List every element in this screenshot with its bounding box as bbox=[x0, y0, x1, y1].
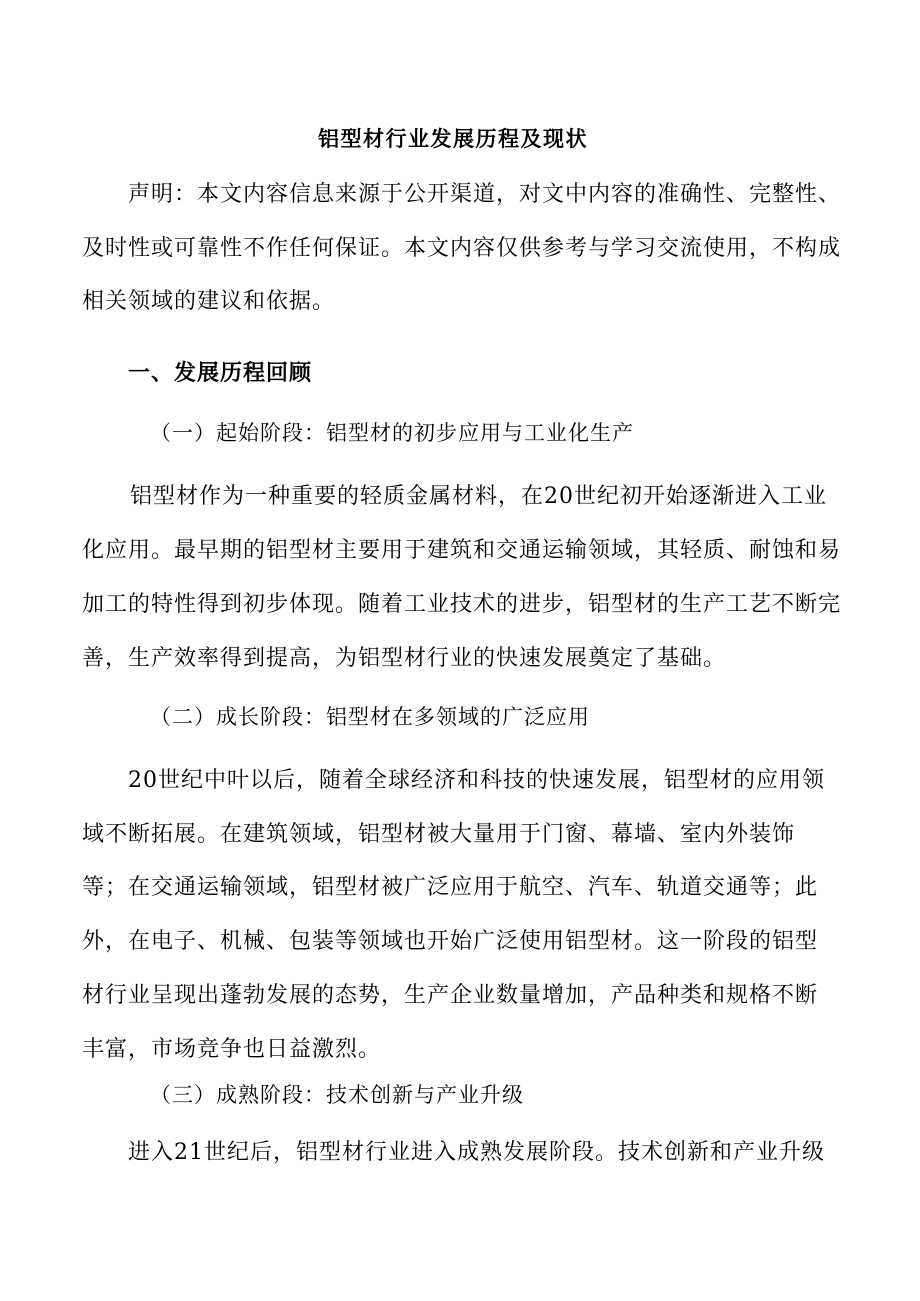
document-title: 铝型材行业发展历程及现状 bbox=[318, 126, 588, 151]
paragraph-2-line-1: 20世纪中叶以后，随着全球经济和科技的快速发展，铝型材的应用领 bbox=[128, 768, 825, 793]
paragraph-1-line-4: 善，生产效率得到提高，为铝型材行业的快速发展奠定了基础。 bbox=[82, 646, 727, 671]
paragraph-2-line-4: 外，在电子、机械、包装等领域也开始广泛使用铝型材。这一阶段的铝型 bbox=[82, 929, 819, 954]
subsection-heading-3: （三）成熟阶段：技术创新与产业升级 bbox=[150, 1083, 524, 1107]
paragraph-1-line-1: 铝型材作为一种重要的轻质金属材料，在20世纪初开始逐渐进入工业 bbox=[130, 484, 827, 509]
paragraph-2-line-6: 丰富，市场竞争也日益激烈。 bbox=[82, 1037, 382, 1062]
disclaimer-line-1: 声明：本文内容信息来源于公开渠道，对文中内容的准确性、完整性、 bbox=[128, 182, 842, 207]
subsection-heading-1: （一）起始阶段：铝型材的初步应用与工业化生产 bbox=[150, 421, 634, 445]
paragraph-2-line-5: 材行业呈现出蓬勃发展的态势，生产企业数量增加，产品种类和规格不断 bbox=[82, 983, 819, 1008]
disclaimer-line-3: 相关领域的建议和依据。 bbox=[82, 289, 336, 314]
paragraph-2-line-2: 域不断拓展。在建筑领域，铝型材被大量用于门窗、幕墙、室内外装饰 bbox=[82, 822, 796, 847]
paragraph-1-line-3: 加工的特性得到初步体现。随着工业技术的进步，铝型材的生产工艺不断完 bbox=[82, 592, 842, 617]
disclaimer-line-2: 及时性或可靠性不作任何保证。本文内容仅供参考与学习交流使用，不构成 bbox=[82, 236, 842, 261]
paragraph-3-line-1: 进入21世纪后，铝型材行业进入成熟发展阶段。技术创新和产业升级 bbox=[128, 1140, 825, 1165]
paragraph-1-line-2: 化应用。最早期的铝型材主要用于建筑和交通运输领域，其轻质、耐蚀和易 bbox=[82, 538, 842, 563]
subsection-heading-2: （二）成长阶段：铝型材在多领域的广泛应用 bbox=[150, 705, 590, 729]
section-heading-1: 一、发展历程回顾 bbox=[128, 360, 313, 386]
paragraph-2-line-3: 等；在交通运输领域，铝型材被广泛应用于航空、汽车、轨道交通等；此 bbox=[82, 875, 819, 900]
